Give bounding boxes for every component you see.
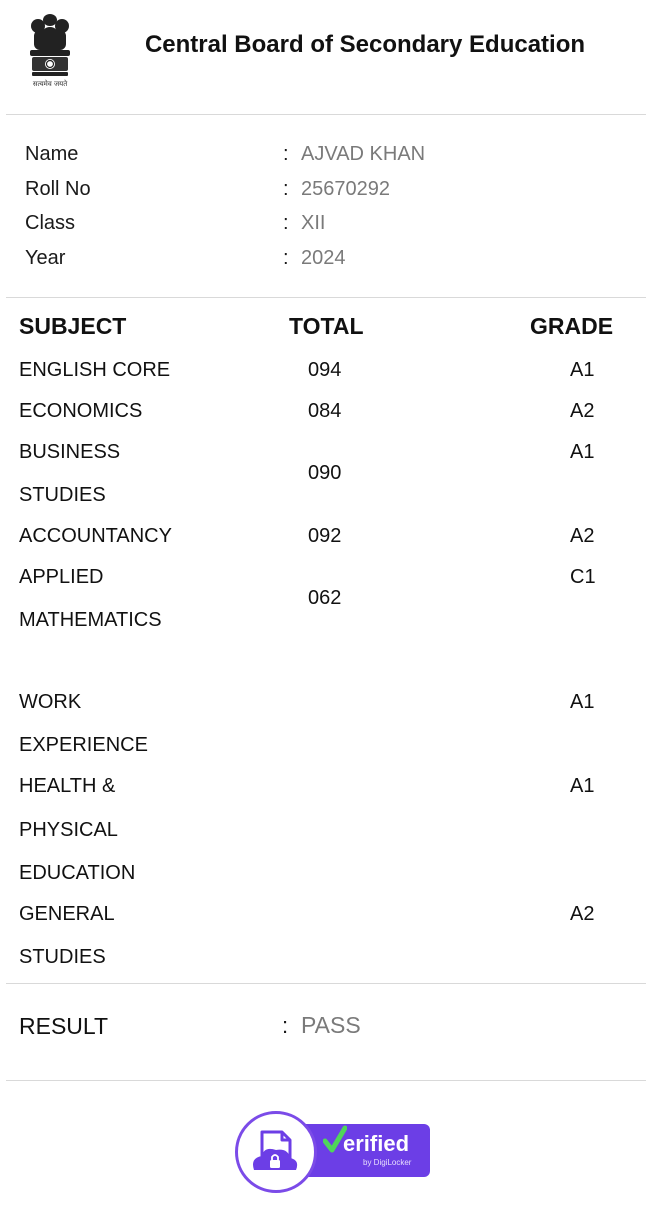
result-value: PASS bbox=[301, 1012, 361, 1038]
subject-name: GENERAL bbox=[19, 903, 115, 925]
subject-grade: A1 bbox=[570, 441, 595, 463]
subject-name-continued: PHYSICAL bbox=[19, 819, 118, 841]
subject-name-continued: STUDIES bbox=[19, 484, 106, 506]
subject-total: 094 bbox=[308, 359, 342, 381]
roll-number: 25670292 bbox=[301, 178, 390, 200]
divider bbox=[6, 983, 646, 984]
info-label: Year bbox=[25, 247, 66, 269]
info-row-name bbox=[25, 143, 625, 173]
info-separator: : bbox=[283, 178, 289, 200]
result-separator: : bbox=[282, 1013, 289, 1038]
subject-name: HEALTH & bbox=[19, 775, 116, 797]
info-separator: : bbox=[283, 143, 289, 165]
info-label: Roll No bbox=[25, 178, 91, 200]
info-row-class bbox=[25, 212, 625, 242]
subject-grade: C1 bbox=[570, 566, 596, 588]
subject-name-continued: EDUCATION bbox=[19, 862, 136, 884]
subject-grade: A2 bbox=[570, 903, 595, 925]
subject-name: APPLIED bbox=[19, 566, 104, 588]
column-header-grade: GRADE bbox=[530, 313, 614, 339]
subject-grade: A2 bbox=[570, 400, 595, 422]
info-separator: : bbox=[283, 212, 289, 234]
subject-name-continued: MATHEMATICS bbox=[19, 609, 162, 631]
cloud-document-lock-icon bbox=[235, 1111, 317, 1193]
board-title: Central Board of Secondary Education bbox=[144, 31, 586, 58]
info-row-roll-no bbox=[25, 178, 625, 208]
subject-grade: A2 bbox=[570, 525, 595, 547]
subject-total: 062 bbox=[308, 587, 342, 609]
subject-name: ECONOMICS bbox=[19, 400, 143, 422]
subject-total: 092 bbox=[308, 525, 342, 547]
subject-name: BUSINESS bbox=[19, 441, 121, 463]
badge-subtext: by DigiLocker bbox=[363, 1158, 412, 1167]
subject-total: 090 bbox=[308, 462, 342, 484]
badge-verified-text: erified bbox=[343, 1131, 410, 1156]
subject-grade: A1 bbox=[570, 775, 595, 797]
info-row-year bbox=[25, 247, 625, 277]
subject-name-continued: STUDIES bbox=[19, 946, 106, 968]
subject-name: WORK bbox=[19, 691, 82, 713]
subject-grade: A1 bbox=[570, 359, 595, 381]
result-label: RESULT bbox=[19, 1013, 109, 1039]
digilocker-verified-badge bbox=[235, 1111, 431, 1193]
info-label: Class bbox=[25, 212, 76, 234]
info-separator: : bbox=[283, 247, 289, 269]
emblem-motto: सत्यमेव जयते bbox=[32, 80, 68, 88]
year-value: 2024 bbox=[301, 247, 346, 269]
subject-name: ACCOUNTANCY bbox=[19, 525, 172, 547]
subject-name-continued: EXPERIENCE bbox=[19, 734, 148, 756]
column-header-subject: SUBJECT bbox=[19, 313, 127, 339]
column-header-total: TOTAL bbox=[289, 313, 364, 339]
header bbox=[0, 0, 648, 114]
info-label: Name bbox=[25, 143, 79, 165]
subject-total: 084 bbox=[308, 400, 342, 422]
subject-grade: A1 bbox=[570, 691, 595, 713]
student-name: AJVAD KHAN bbox=[301, 143, 426, 165]
subject-name: ENGLISH CORE bbox=[19, 359, 171, 381]
divider bbox=[6, 1080, 646, 1081]
divider bbox=[6, 297, 646, 298]
class-value: XII bbox=[301, 212, 326, 234]
divider bbox=[6, 114, 646, 115]
